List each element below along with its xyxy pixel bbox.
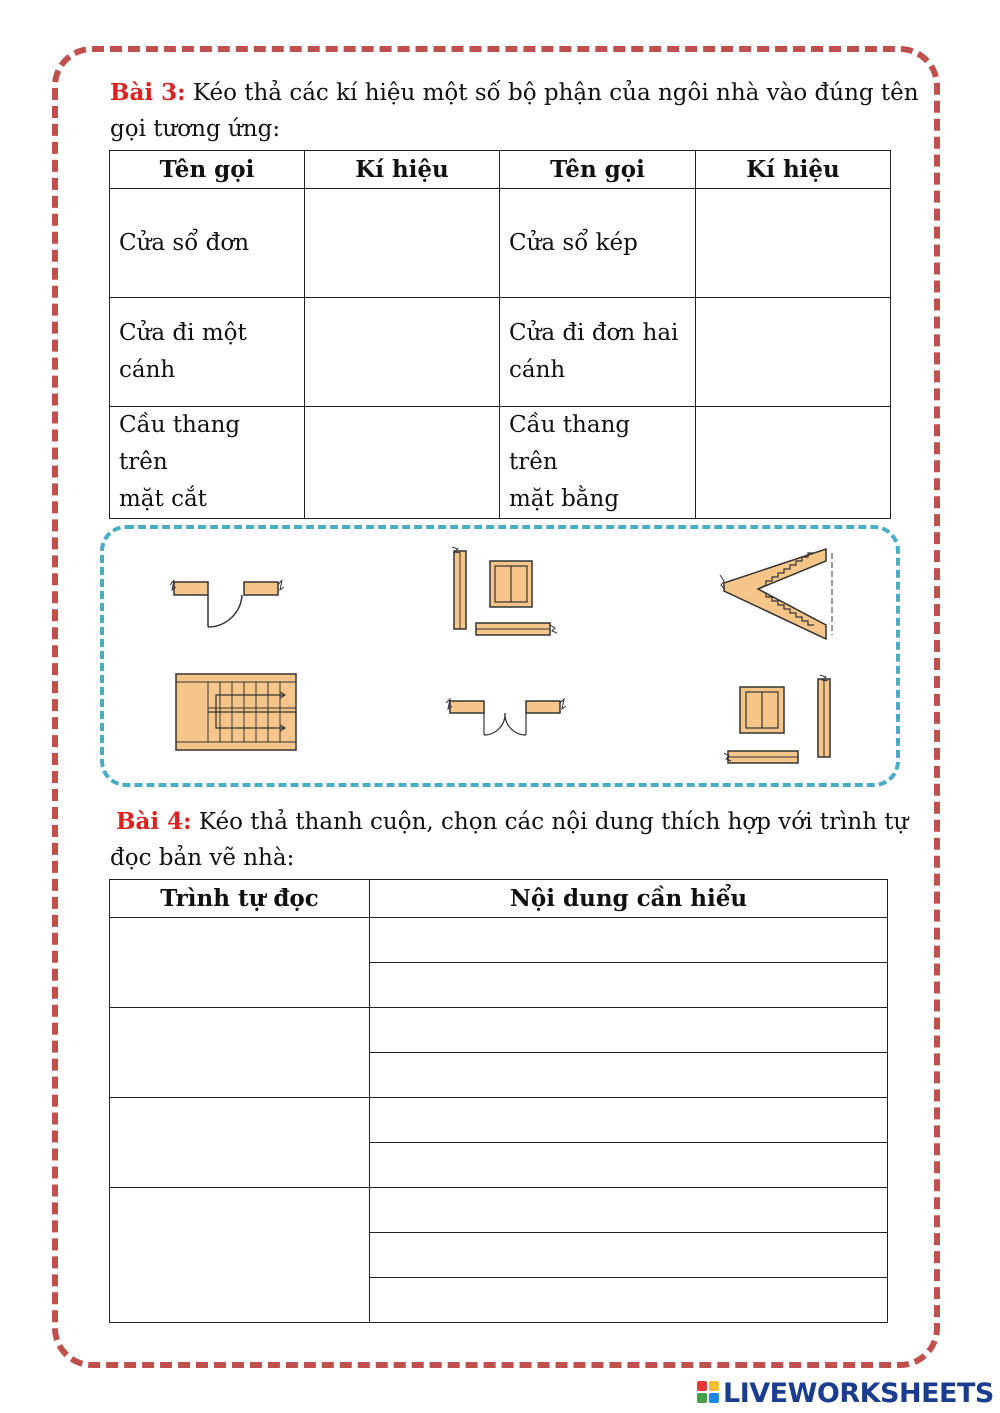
content-drop-zone[interactable] <box>370 1233 888 1278</box>
symbol-drop-zone[interactable] <box>696 189 891 298</box>
header-trinh-tu-doc: Trình tự đọc <box>110 880 370 918</box>
double-leaf-door-symbol[interactable] <box>444 695 568 743</box>
content-drop-zone[interactable] <box>370 1188 888 1233</box>
header-ki-hieu-1: Kí hiệu <box>305 151 500 189</box>
name-line: Cửa sổ đơn <box>119 229 250 256</box>
header-ten-goi-1: Tên gọi <box>110 151 305 189</box>
logo-mark-icon <box>697 1381 721 1405</box>
sequence-drop-zone[interactable] <box>110 1188 370 1323</box>
double-window-symbol[interactable] <box>450 543 558 643</box>
stair-plan-symbol[interactable] <box>172 670 300 754</box>
brand-name: LIVEWORKSHEETS <box>723 1377 994 1409</box>
bai3-text-line1: Kéo thả các kí hiệu một số bộ phận của ngôi nhà vào đúng tên <box>185 80 919 106</box>
sequence-drop-zone[interactable] <box>110 1098 370 1188</box>
name-line: Cửa đi một <box>119 320 247 346</box>
bai3-table <box>109 150 891 519</box>
name-line: Cửa đi đơn hai <box>509 320 679 346</box>
bai3-label: Bài 3: <box>110 79 186 106</box>
content-drop-zone[interactable] <box>370 1053 888 1098</box>
sequence-drop-zone[interactable] <box>110 1008 370 1098</box>
symbol-drop-zone[interactable] <box>305 189 500 298</box>
single-leaf-door-symbol[interactable] <box>170 575 284 629</box>
table-row <box>110 1008 888 1053</box>
stair-section-symbol[interactable] <box>718 545 838 643</box>
content-drop-zone[interactable] <box>370 918 888 963</box>
sequence-drop-zone[interactable] <box>110 918 370 1008</box>
content-drop-zone[interactable] <box>370 1098 888 1143</box>
name-cell <box>500 298 696 407</box>
table-row <box>110 918 888 963</box>
symbol-drop-zone[interactable] <box>696 298 891 407</box>
table-row <box>110 407 891 519</box>
symbol-drop-zone[interactable] <box>305 407 500 519</box>
content-drop-zone[interactable] <box>370 1143 888 1188</box>
header-ki-hieu-2: Kí hiệu <box>696 151 891 189</box>
name-line: mặt bằng <box>509 486 620 512</box>
header-ten-goi-2: Tên gọi <box>500 151 696 189</box>
bai3-text-line2: gọi tương ứng: <box>110 116 281 142</box>
symbol-drop-zone[interactable] <box>305 298 500 407</box>
bai4-text-line2: đọc bản vẽ nhà: <box>110 845 295 871</box>
name-cell <box>110 189 305 298</box>
name-cell <box>110 298 305 407</box>
content-drop-zone[interactable] <box>370 1278 888 1323</box>
name-cell <box>500 189 696 298</box>
table-row <box>110 1098 888 1143</box>
content-drop-zone[interactable] <box>370 963 888 1008</box>
bai3-instruction <box>110 74 919 112</box>
bai4-text-line1: Kéo thả thanh cuộn, chọn các nội dung thích hợp với trình tự <box>191 809 909 835</box>
name-line: Cầu thang trên <box>119 412 241 475</box>
header-noi-dung-can-hieu: Nội dung cần hiểu <box>370 880 888 918</box>
name-cell <box>500 407 696 519</box>
single-window-symbol[interactable] <box>724 665 836 773</box>
bai4-instruction <box>116 803 908 841</box>
table-row <box>110 298 891 407</box>
name-line: cánh <box>119 357 176 383</box>
name-line: mặt cắt <box>119 486 207 512</box>
symbols-area <box>100 525 900 787</box>
name-cell <box>110 407 305 519</box>
name-line: cánh <box>509 357 566 383</box>
liveworksheets-logo <box>697 1378 994 1408</box>
table-row <box>110 1188 888 1233</box>
bai4-table <box>109 879 888 1323</box>
bai4-label: Bài 4: <box>116 808 192 835</box>
symbol-drop-zone[interactable] <box>696 407 891 519</box>
name-line: Cầu thang trên <box>509 412 631 475</box>
name-line: Cửa sổ kép <box>509 229 638 256</box>
content-drop-zone[interactable] <box>370 1008 888 1053</box>
table-row <box>110 189 891 298</box>
